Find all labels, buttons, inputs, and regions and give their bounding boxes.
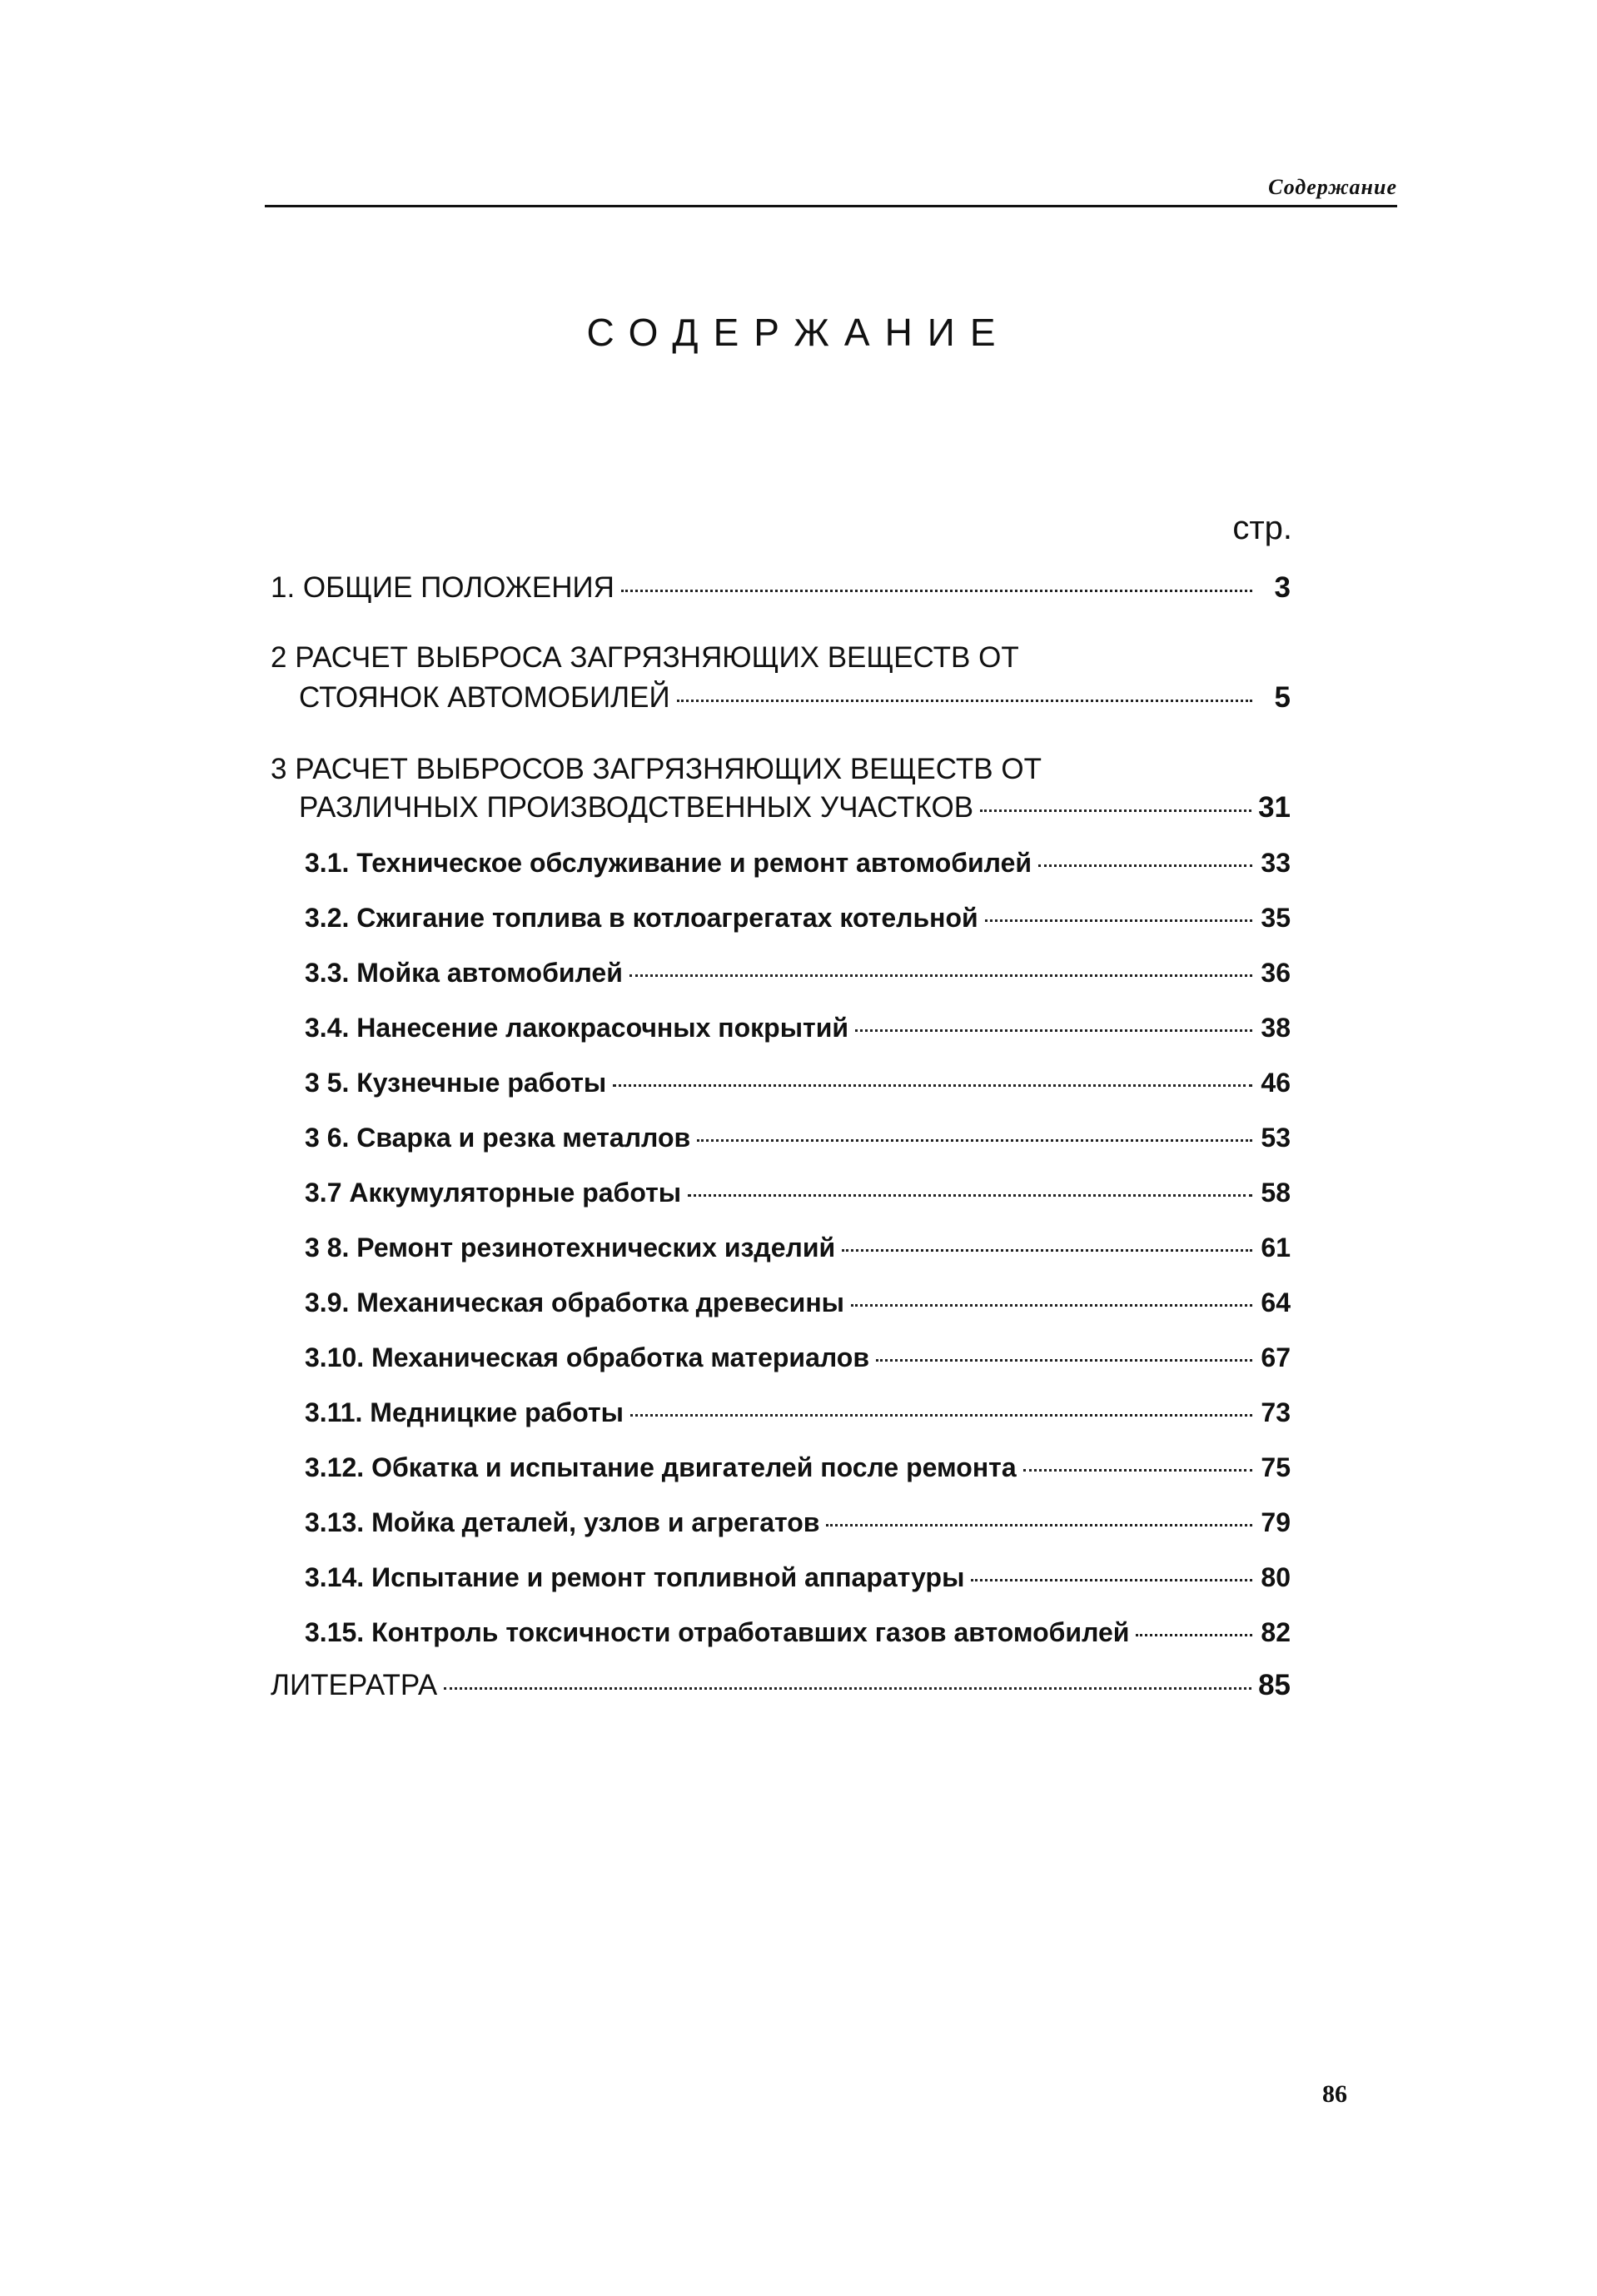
toc-entry-title: 3.1. Техническое обслуживание и ремонт автомобилей — [305, 848, 1032, 878]
dot-leader — [630, 1414, 1252, 1417]
toc-entry-page: 61 — [1261, 1233, 1291, 1263]
dot-leader — [826, 1524, 1252, 1527]
toc-entry-title: 3 6. Сварка и резка металлов — [305, 1123, 691, 1153]
dot-leader — [851, 1304, 1252, 1307]
page-number: 86 — [1322, 2080, 1347, 2108]
toc-entry-3-6 — [305, 1123, 1291, 1153]
dot-leader — [980, 809, 1251, 812]
toc-entry-page: 73 — [1261, 1397, 1291, 1427]
dot-leader — [613, 1084, 1252, 1087]
toc-entry-page: 75 — [1261, 1452, 1291, 1482]
toc-entry-title: 3.10. Механическая обработка материалов — [305, 1342, 870, 1372]
toc-entry-page: 46 — [1261, 1068, 1291, 1098]
dot-leader — [1136, 1634, 1252, 1636]
toc-entry-title: 3.4. Нанесение лакокрасочных покрытий — [305, 1013, 849, 1043]
toc-entry-3-14 — [305, 1562, 1291, 1593]
toc-entry-3-1 — [305, 848, 1291, 879]
page-title: СОДЕРЖАНИЕ — [586, 311, 1011, 354]
toc-entry-page: 3 — [1274, 571, 1291, 604]
toc-entry-page: 36 — [1261, 958, 1291, 988]
toc-entry-section-3 — [271, 791, 1291, 824]
toc-entry-3-7 — [305, 1178, 1291, 1208]
toc-entry-title: 3.13. Мойка деталей, узлов и агрегатов — [305, 1507, 820, 1537]
dot-leader — [842, 1249, 1252, 1252]
toc-entry-3-5 — [305, 1068, 1291, 1098]
toc-entry-page: 5 — [1274, 681, 1291, 714]
toc-entry-title: 3.15. Контроль токсичности отработавших газов автомобилей — [305, 1617, 1130, 1647]
toc-entry-title: СТОЯНОК АВТОМОБИЛЕЙ — [299, 681, 670, 714]
toc-entry-title: 1. ОБЩИЕ ПОЛОЖЕНИЯ — [271, 571, 614, 604]
toc-entry-title: 3.9. Механическая обработка древесины — [305, 1287, 844, 1317]
toc-entry-page: 85 — [1258, 1669, 1291, 1701]
toc-entry-3-9 — [305, 1287, 1291, 1318]
toc-entry-page: 38 — [1261, 1013, 1291, 1043]
toc-entry-page: 35 — [1261, 903, 1291, 933]
toc-entry-page: 53 — [1261, 1123, 1291, 1153]
page-column-label: стр. — [1232, 510, 1292, 546]
toc-entry-page: 82 — [1261, 1617, 1291, 1647]
toc-entry-title: 3 8. Ремонт резинотехнических изделий — [305, 1233, 836, 1263]
toc-entry-section-1 — [271, 571, 1291, 605]
dot-leader — [444, 1687, 1251, 1690]
toc-entry-3-10 — [305, 1342, 1291, 1373]
dot-leader — [1023, 1469, 1252, 1472]
toc-entry-3-8 — [305, 1233, 1291, 1263]
toc-entry-title: 3.11. Медницкие работы — [305, 1397, 624, 1427]
toc-entry-title: 3.3. Мойка автомобилей — [305, 958, 623, 988]
toc-entry-title: ЛИТЕРАТРА — [271, 1669, 438, 1701]
toc-entry-3-11 — [305, 1397, 1291, 1428]
dot-leader — [688, 1194, 1252, 1197]
dot-leader — [1038, 864, 1252, 867]
dot-leader — [985, 919, 1252, 922]
toc-entry-page: 58 — [1261, 1178, 1291, 1208]
toc-entry-title: РАЗЛИЧНЫХ ПРОИЗВОДСТВЕННЫХ УЧАСТКОВ — [299, 791, 974, 824]
dot-leader — [677, 700, 1252, 702]
dot-leader — [876, 1359, 1252, 1362]
toc-entry-literature — [271, 1669, 1291, 1702]
dot-leader — [855, 1029, 1252, 1032]
dot-leader — [697, 1139, 1252, 1142]
toc-entry-title: 3.2. Сжигание топлива в котлоагрегатах котельной — [305, 903, 978, 933]
toc-entry-title: 3.14. Испытание и ремонт топливной аппаратуры — [305, 1562, 965, 1592]
toc-entry-page: 31 — [1258, 791, 1291, 824]
dot-leader — [971, 1579, 1252, 1581]
toc-entry-page: 67 — [1261, 1342, 1291, 1372]
toc-entry-section-3-line1: 3 РАСЧЕТ ВЫБРОСОВ ЗАГРЯЗНЯЮЩИХ ВЕЩЕСТВ ОТ — [271, 753, 1042, 785]
toc-entry-3-2 — [305, 903, 1291, 934]
toc-entry-title: 3 5. Кузнечные работы — [305, 1068, 607, 1098]
toc-entry-section-2-line1: 2 РАСЧЕТ ВЫБРОСА ЗАГРЯЗНЯЮЩИХ ВЕЩЕСТВ ОТ — [271, 641, 1019, 674]
toc-entry-title: 3.12. Обкатка и испытание двигателей после ремонта — [305, 1452, 1017, 1482]
toc-entry-page: 80 — [1261, 1562, 1291, 1592]
toc-entry-section-2 — [271, 681, 1291, 715]
toc-entry-page: 79 — [1261, 1507, 1291, 1537]
toc-entry-3-3 — [305, 958, 1291, 989]
toc-entry-title: 3.7 Аккумуляторные работы — [305, 1178, 682, 1208]
dot-leader — [629, 974, 1252, 977]
toc-entry-3-15 — [305, 1617, 1291, 1648]
toc-entry-3-4 — [305, 1013, 1291, 1043]
dot-leader — [621, 590, 1252, 592]
toc-entry-3-13 — [305, 1507, 1291, 1538]
toc-entry-3-12 — [305, 1452, 1291, 1483]
toc-entry-page: 33 — [1261, 848, 1291, 878]
running-header: Содержание — [1268, 175, 1397, 199]
toc-entry-page: 64 — [1261, 1287, 1291, 1317]
